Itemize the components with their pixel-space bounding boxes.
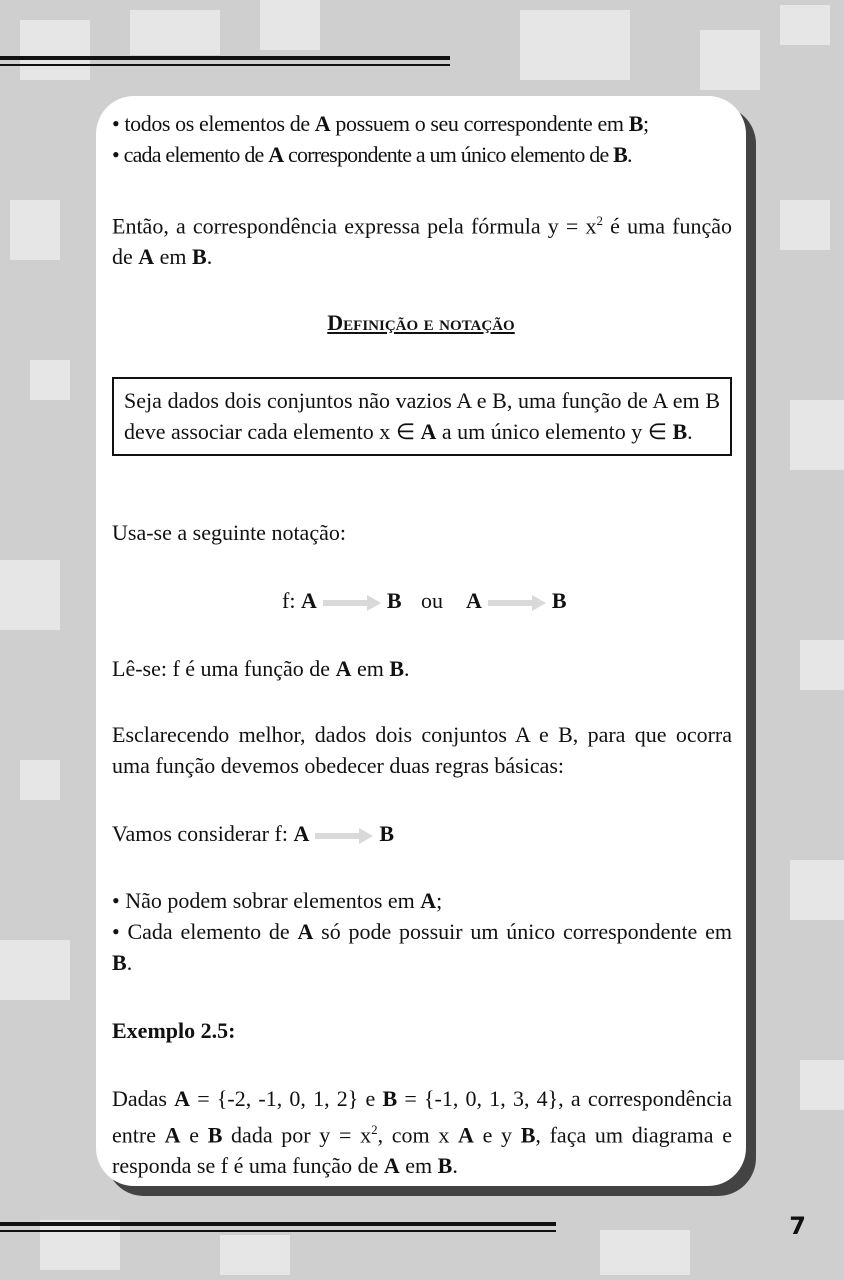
- top-rule: [0, 56, 450, 60]
- example-title: Exemplo 2.5:: [112, 1018, 236, 1043]
- definition-box: Seja dados dois conjuntos não vazios A e B, uma função de A em B deve associar cada elemento x ∈ A a um único elemento y ∈ B.: [112, 377, 732, 456]
- element-of-symbol: ∈: [647, 420, 667, 445]
- bottom-rule: [0, 1222, 556, 1226]
- clarify-paragraph: Esclarecendo melhor, dados dois conjuntos A e B, para que ocorra uma função devemos obedecer duas regras básicas:: [112, 722, 732, 778]
- notation-intro: Usa-se a seguinte notação:: [112, 520, 346, 545]
- rule-2: • Cada elemento de A só pode possuir um único correspondente em B.: [112, 919, 732, 975]
- consider-line: Vamos considerar f: A B: [112, 821, 395, 846]
- rule-1: • Não podem sobrar elementos em A;: [112, 888, 443, 913]
- rules-intro: [112, 108, 732, 170]
- arrow-right-icon: [315, 828, 373, 844]
- rules-list: [112, 885, 732, 978]
- rule-intro-line-1: • todos os elementos de A possuem o seu correspondente em B;: [112, 111, 649, 136]
- element-of-symbol: ∈: [395, 420, 415, 445]
- arrow-right-icon: [323, 595, 381, 611]
- reads-as-line: Lê-se: f é uma função de A em B.: [112, 656, 410, 681]
- rule-intro-line-2: • cada elemento de A correspondente a um único elemento de B.: [112, 142, 632, 167]
- conclusion-paragraph: Então, a correspondência expressa pela fórmula $y = x^2$ é uma função de A em B.: [112, 213, 732, 270]
- bottom-rule-thin: [0, 1230, 556, 1232]
- example-paragraph: Dadas A = {-2, -1, 0, 1, 2} e B = {-1, 0, 1, 3, 4}, a correspondência entre A e B dada por $y = x^2$, com x A e y B, faça um diagrama e responda se f é uma função de A em B.: [112, 1086, 733, 1179]
- top-rule-thin: [0, 64, 450, 66]
- arrow-right-icon: [488, 595, 546, 611]
- section-heading: Definição e notação: [327, 310, 515, 335]
- notation-or: ou: [421, 588, 443, 613]
- page-number: 7: [789, 1212, 806, 1240]
